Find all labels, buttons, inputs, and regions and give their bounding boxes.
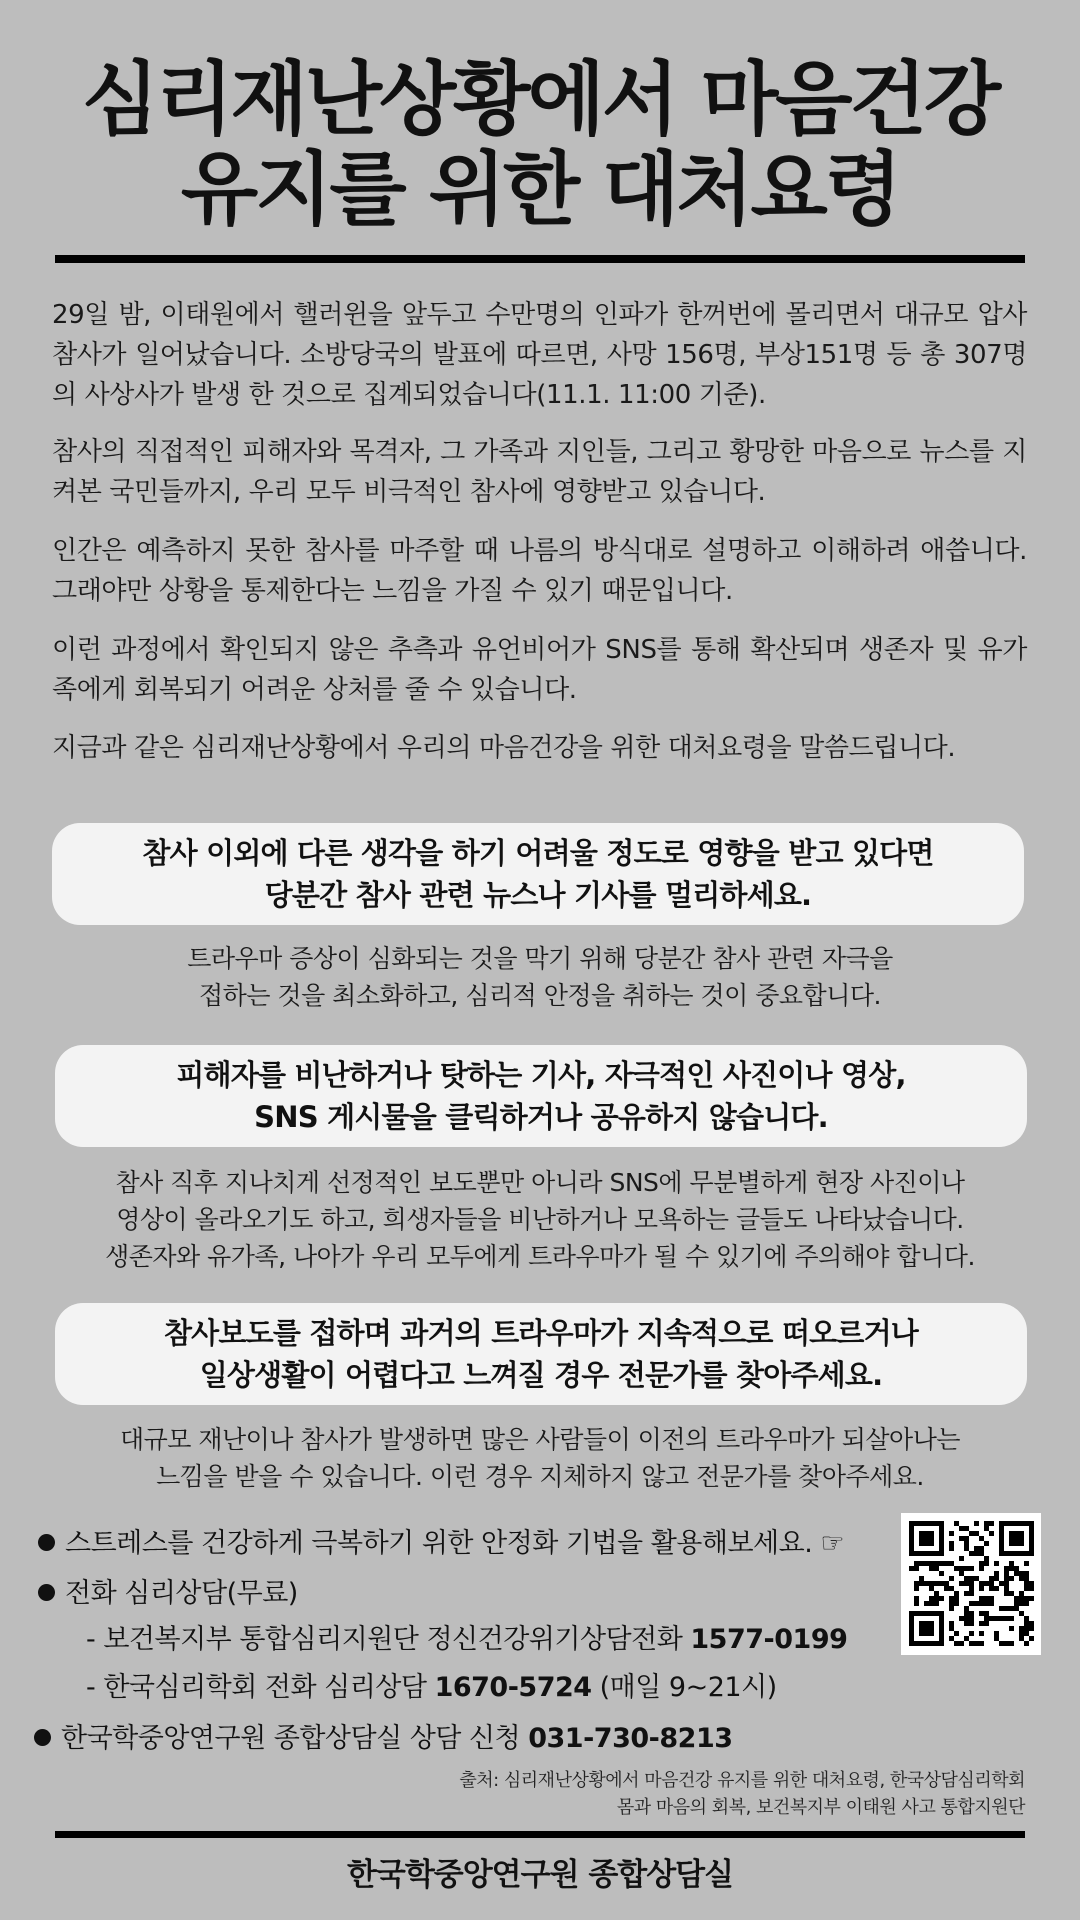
tip-2-description-line-2: 영상이 올라오기도 하고, 희생자들을 비난하거나 모욕하는 글들도 나타났습니다. [116, 1205, 964, 1234]
intro-paragraph-3: 인간은 예측하지 못한 참사를 마주할 때 나름의 방식대로 설명하고 이해하려 애씁니다. 그래야만 상황을 통제한다는 느낌을 가질 수 있기 때문입니다. [52, 536, 1027, 606]
top-divider [55, 255, 1025, 263]
hotline-kpa-label: - 한국심리학회 전화 심리상담 [86, 1672, 435, 1703]
hotline-kpa-number[interactable]: 1670-5724 [434, 1672, 592, 1703]
tip-1-heading-box [52, 823, 1024, 925]
tip-1-description-line-1: 트라우마 증상이 심화되는 것을 막기 위해 당분간 참사 관련 자극을 [187, 944, 893, 973]
tip-1-heading-line-1: 참사 이외에 다른 생각을 하기 어려울 정도로 영향을 받고 있다면 [142, 836, 934, 870]
stabilization-text: 스트레스를 건강하게 극복하기 위한 안정화 기법을 활용해보세요. ☞ [65, 1528, 845, 1559]
source-line-1: 출처: 심리재난상황에서 마음건강 유지를 위한 대처요령, 한국상담심리학회 [459, 1770, 1025, 1791]
hotline-mohw-number[interactable]: 1577-0199 [690, 1624, 848, 1655]
tip-3-description [40, 1421, 1040, 1495]
title-line-1: 심리재난상황에서 마음건강 [81, 53, 999, 146]
hotline-kpa-hours: (매일 9~21시) [591, 1672, 777, 1703]
tip-3-heading-line-2: 일상생활이 어렵다고 느껴질 경우 전문가를 찾아주세요. [199, 1358, 883, 1392]
bullet-dot-icon [38, 1584, 55, 1601]
tip-2-description-line-1: 참사 직후 지나치게 선정적인 보도뿐만 아니라 SNS에 무분별하게 현장 사진이나 [115, 1168, 965, 1197]
intro-paragraph-5: 지금과 같은 심리재난상황에서 우리의 마음건강을 위한 대처요령을 말씀드립니다. [52, 733, 956, 763]
footer-organization: 한국학중앙연구원 종합상담실 [346, 1857, 734, 1893]
tip-2-heading-line-2: SNS 게시물을 클릭하거나 공유하지 않습니다. [254, 1100, 828, 1134]
intro-paragraph-1: 29일 밤, 이태원에서 핼러윈을 앞두고 수만명의 인파가 한꺼번에 몰리면서 대규모 압사 참사가 일어났습니다. 소방당국의 발표에 따르면, 사망 156명, 부상151명 등 총 307명의 사상사가 발생 한 것으로 집계되었습니다(11.1. 11:00 기준). [52, 300, 1027, 410]
title-line-2: 유지를 위한 대처요령 [180, 143, 900, 236]
stabilization-link[interactable] [38, 1524, 844, 1564]
bullet-dot-icon [38, 1534, 55, 1551]
tip-2-description [40, 1164, 1040, 1275]
phone-counseling-title: 전화 심리상담(무료) [65, 1578, 298, 1609]
tip-1-heading-line-2: 당분간 참사 관련 뉴스나 기사를 멀리하세요. [264, 878, 812, 912]
tip-2-description-line-3: 생존자와 유가족, 나아가 우리 모두에게 트라우마가 될 수 있기에 주의해야 합니다. [105, 1242, 975, 1271]
tip-2-heading-line-1: 피해자를 비난하거나 탓하는 기사, 자극적인 사진이나 영상, [176, 1058, 906, 1092]
hotline-mohw-label: - 보건복지부 통합심리지원단 정신건강위기상담전화 [86, 1624, 691, 1655]
hotline-mohw [86, 1620, 847, 1660]
bottom-divider [55, 1831, 1025, 1838]
center-counseling-number[interactable]: 031-730-8213 [528, 1723, 733, 1754]
source-citation [325, 1767, 1025, 1821]
tip-3-heading-box [55, 1303, 1027, 1405]
tip-1-description-line-2: 접하는 것을 최소화하고, 심리적 안정을 취하는 것이 중요합니다. [199, 981, 881, 1010]
bullet-dot-icon [34, 1729, 51, 1746]
source-line-2: 몸과 마음의 회복, 보건복지부 이태원 사고 통합지원단 [616, 1797, 1025, 1818]
phone-counseling-item [38, 1574, 298, 1614]
tip-1-description [40, 940, 1040, 1014]
tip-2-heading-box [55, 1045, 1027, 1147]
qr-code-graphic [901, 1513, 1041, 1655]
intro-paragraph-4: 이런 과정에서 확인되지 않은 추측과 유언비어가 SNS를 통해 확산되며 생존자 및 유가족에게 회복되기 어려운 상처를 줄 수 있습니다. [52, 635, 1027, 705]
qr-code-icon[interactable] [901, 1513, 1041, 1655]
tip-3-description-line-2: 느낌을 받을 수 있습니다. 이런 경우 지체하지 않고 전문가를 찾아주세요. [156, 1462, 924, 1491]
tip-3-heading-line-1: 참사보도를 접하며 과거의 트라우마가 지속적으로 떠오르거나 [163, 1316, 919, 1350]
center-counseling-label: 한국학중앙연구원 종합상담실 상담 신청 [61, 1723, 529, 1754]
intro-paragraph-2: 참사의 직접적인 피해자와 목격자, 그 가족과 지인들, 그리고 황망한 마음으로 뉴스를 지켜본 국민들까지, 우리 모두 비극적인 참사에 영향받고 있습니다. [52, 437, 1027, 507]
hotline-kpa [86, 1668, 777, 1708]
page-title [0, 55, 1080, 235]
tip-3-description-line-1: 대규모 재난이나 참사가 발생하면 많은 사람들이 이전의 트라우마가 되살아나는 [119, 1425, 961, 1454]
center-counseling-item [34, 1719, 733, 1759]
